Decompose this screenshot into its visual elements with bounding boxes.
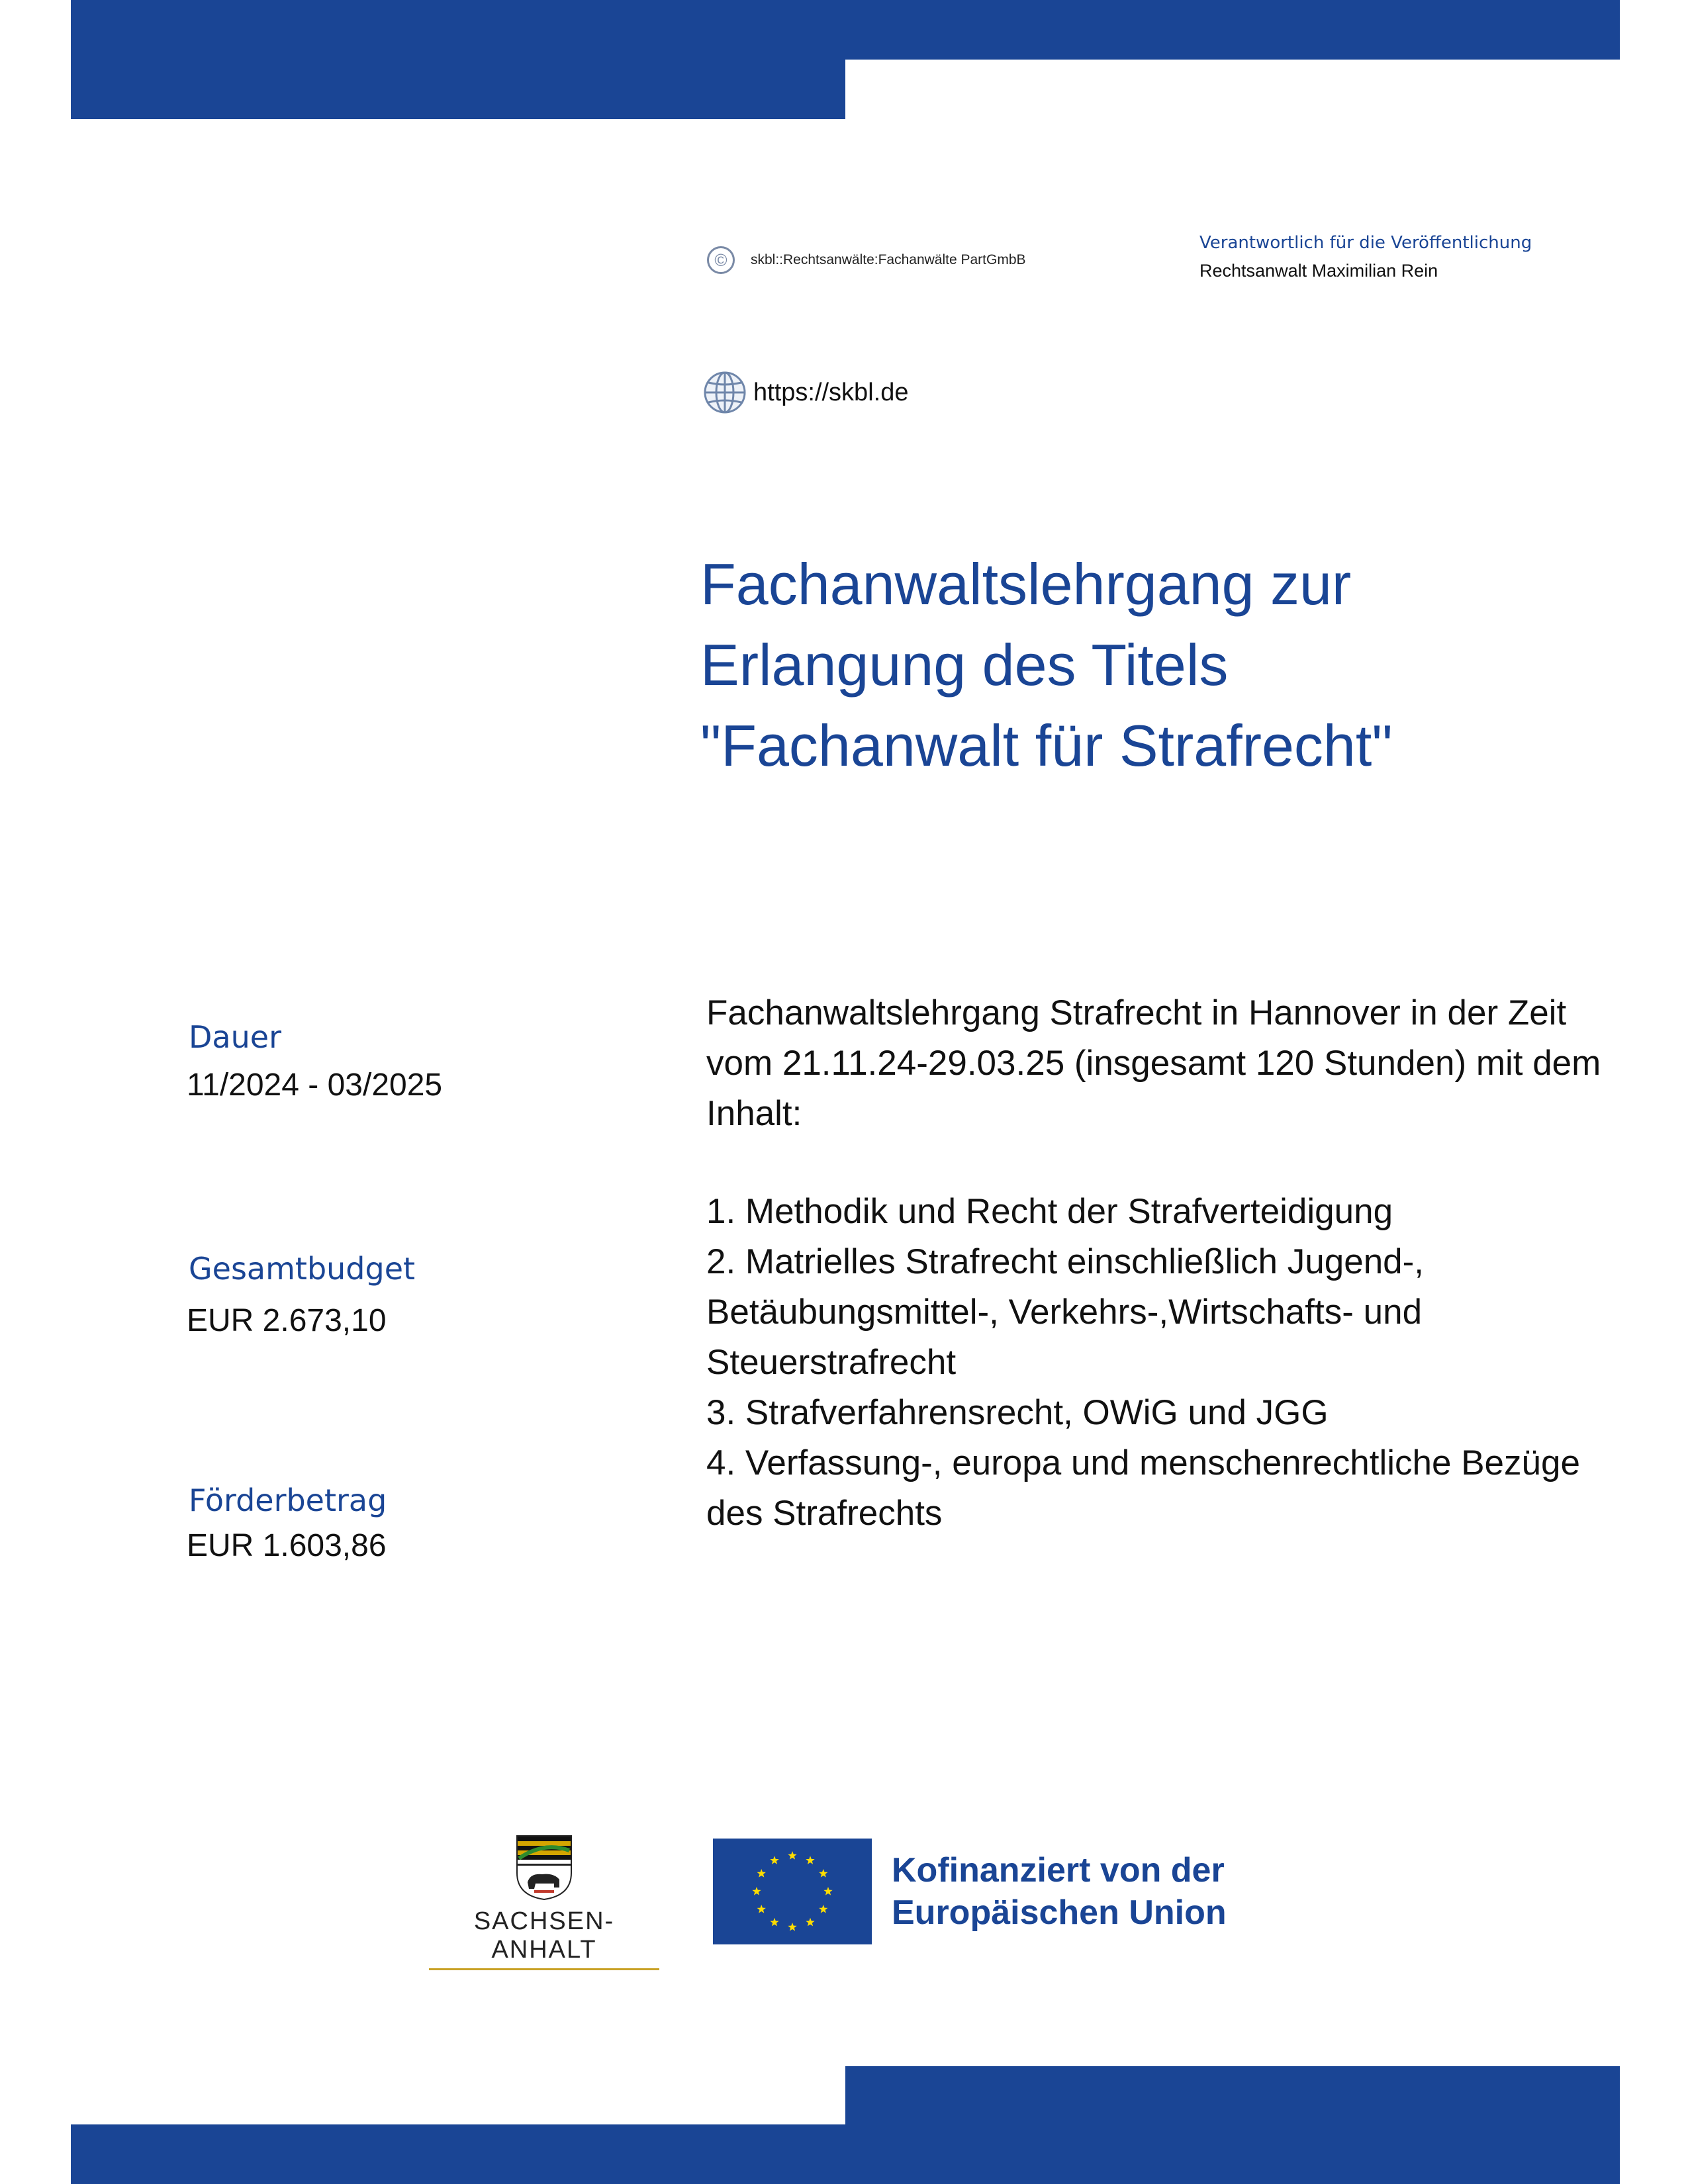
website-link[interactable]: https://skbl.de [753,378,909,406]
top-band-right [845,0,1620,60]
title-line-2: Erlangung des Titels [700,632,1229,698]
state-name: SACHSEN-ANHALT [473,1907,615,1964]
state-underline [429,1968,659,1970]
title-line-1: Fachanwaltslehrgang zur [700,551,1352,617]
website-line [702,369,908,416]
title-line-3: "Fachanwalt für Strafrecht" [700,713,1393,778]
funding-value: EUR 1.603,86 [187,1528,387,1563]
eu-text [892,1849,1227,1934]
funding-label: Förderbetrag [189,1482,387,1518]
bottom-band-left [71,2124,845,2184]
eu-line-2: Europäischen Union [892,1893,1227,1932]
duration-value: 11/2024 - 03/2025 [187,1068,443,1103]
copyright-line [707,246,1026,274]
content-item-4: 4. Verfassung-, europa und menschenrechtliche Bezüge des Strafrechts [706,1443,1580,1533]
course-description [706,988,1620,1539]
sachsen-anhalt-logo [429,1835,659,1970]
responsible-label: Verantwortlich für die Veröffentlichung [1199,233,1532,253]
coat-of-arms-icon [516,1835,573,1901]
eu-line-1: Kofinanziert von der [892,1851,1225,1889]
responsible-block [1199,233,1532,281]
content-list [706,1187,1620,1539]
duration-label: Dauer [189,1019,281,1055]
copyright-text: skbl::Rechtsanwälte:Fachanwälte PartGmbB [751,252,1026,267]
budget-value: EUR 2.673,10 [187,1303,387,1338]
description-intro: Fachanwaltslehrgang Strafrecht in Hannover in der Zeit vom 21.11.24-29.03.25 (insgesamt 120 Stunden) mit dem Inhalt: [706,993,1601,1133]
bottom-band-right [845,2066,1620,2184]
content-item-2: 2. Matrielles Strafrecht einschließlich Jugend-, Betäubungsmittel-, Verkehrs-,Wirtschafts- und Steuerstrafrecht [706,1242,1425,1382]
copyright-icon: © [707,246,735,274]
content-item-3: 3. Strafverfahrensrecht, OWiG und JGG [706,1393,1329,1432]
content-item-1: 1. Methodik und Recht der Strafverteidigung [706,1192,1393,1231]
responsible-name: Rechtsanwalt Maximilian Rein [1199,261,1438,281]
eu-cofunding-logo [713,1839,1227,1944]
eu-flag-icon [713,1839,872,1944]
page-title [700,544,1561,786]
top-band-left [71,0,845,119]
budget-label: Gesamtbudget [189,1251,416,1287]
globe-icon [702,369,748,416]
